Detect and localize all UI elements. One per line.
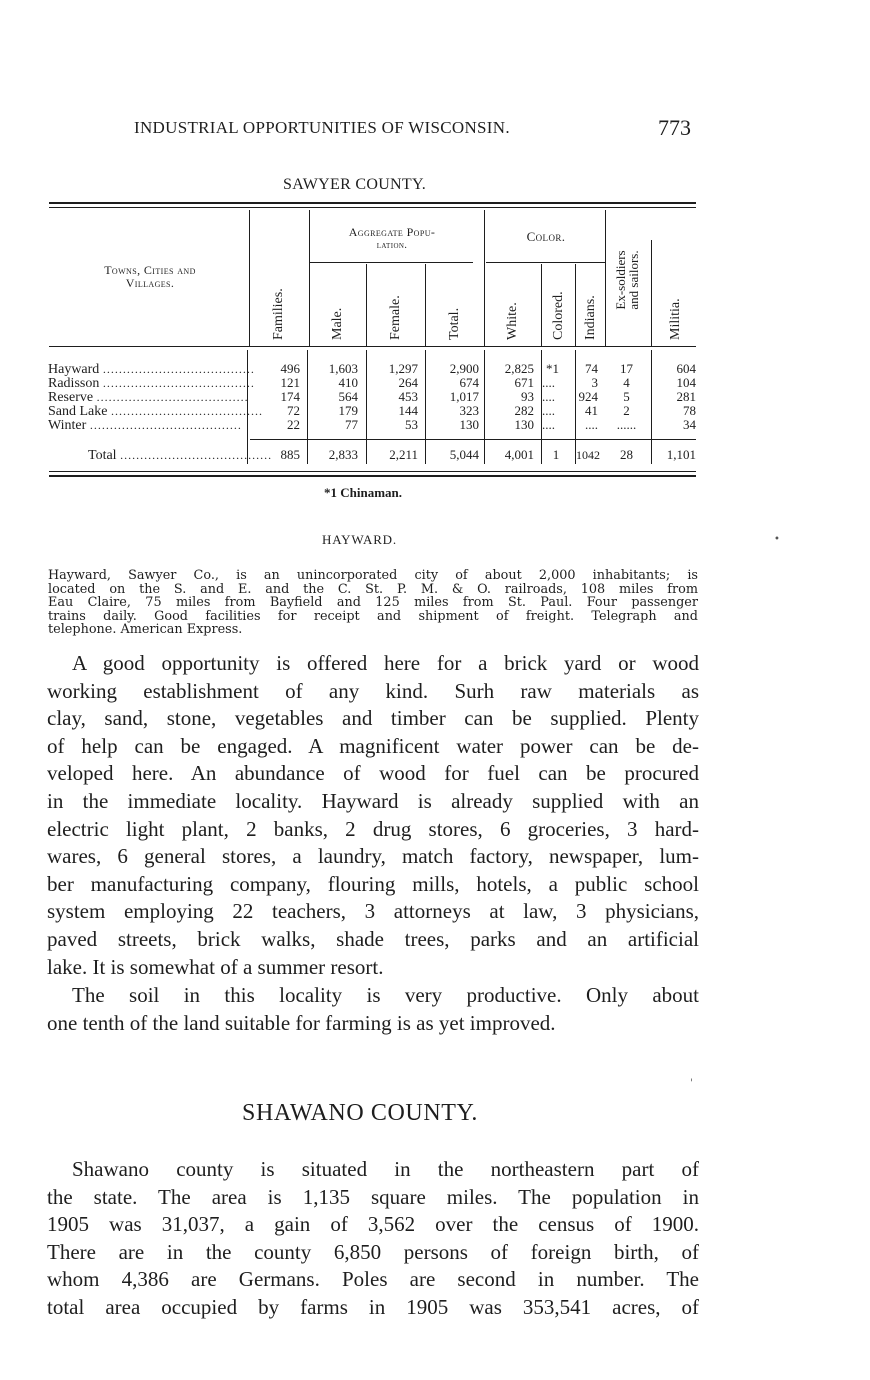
- dot-leader: ......................................: [110, 404, 263, 418]
- families-cell: 72: [287, 403, 300, 418]
- header-towns-line1: Towns, Cities and: [104, 263, 196, 277]
- header-indians: Indians.: [583, 295, 598, 340]
- ex-cell: 2: [623, 403, 630, 418]
- total-cell: 130: [459, 417, 479, 432]
- hayward-paragraph-1: [47, 650, 699, 981]
- families-cell: 121: [280, 375, 300, 390]
- dot-leader: ......................................: [89, 418, 242, 432]
- table-row: [48, 404, 698, 418]
- militia-cell: 34: [683, 417, 696, 432]
- header-total: Total.: [447, 307, 462, 340]
- hayward-paragraph-2: [47, 982, 699, 1037]
- col-divider: [249, 210, 250, 346]
- text-line: of help can be engaged. A magnificent water power can be de-: [47, 733, 699, 758]
- families-cell: 496: [280, 361, 300, 376]
- male-cell: 179: [338, 403, 358, 418]
- header-ex-line2: and sailors.: [626, 250, 641, 310]
- shawano-paragraph: [47, 1156, 699, 1322]
- running-head: INDUSTRIAL OPPORTUNITIES OF WISCONSIN.: [134, 118, 510, 137]
- table-top-rule: [49, 202, 696, 204]
- total-label: Total: [88, 448, 117, 463]
- white-cell: 2,825: [504, 361, 534, 376]
- ex-cell: 28: [620, 447, 633, 462]
- town-cell: [48, 418, 244, 433]
- summary-line: located on the S. and E. and the C. St. P. M. & O. railroads, 108 miles from: [48, 581, 698, 597]
- text-line: in the immediate locality. Hayward is already supplied with an: [47, 788, 699, 813]
- female-cell: 1,297: [388, 361, 418, 376]
- white-cell: 671: [514, 375, 534, 390]
- summary-line: telephone. American Express.: [48, 622, 243, 637]
- text-line: 1905 was 31,037, a gain of 3,562 over the census of 1900.: [47, 1212, 699, 1237]
- agg-under-rule: [310, 262, 473, 263]
- table-footnote: *1 Chinaman.: [324, 485, 403, 500]
- ex-cell: ......: [616, 417, 637, 432]
- white-cell: 4,001: [504, 447, 534, 462]
- text-line: whom 4,386 are Germans. Poles are second in number. The: [47, 1267, 699, 1292]
- text-line: A good opportunity is offered here for a brick yard or wood: [72, 651, 699, 675]
- militia-cell: 281: [676, 389, 696, 404]
- text-line: working establishment of any kind. Surh raw materials as: [47, 678, 699, 703]
- header-aggregate: [312, 226, 472, 252]
- col-divider: [605, 210, 606, 346]
- ex-cell: 5: [623, 389, 630, 404]
- col-divider: [425, 264, 426, 346]
- indians-cell: ....: [585, 417, 598, 432]
- militia-cell: 1,101: [666, 447, 696, 462]
- col-divider: [541, 264, 542, 346]
- male-cell: 77: [345, 417, 358, 432]
- text-line: total area occupied by farms in 1905 was 353,541 acres, of: [47, 1294, 699, 1319]
- indians-cell: 924: [578, 389, 598, 404]
- col-divider: [484, 210, 485, 346]
- header-aggregate-line2: lation.: [376, 240, 408, 251]
- summary-line: Hayward, Sawyer Co., is an unincorporated city of about 2,000 inhabitants; is: [48, 568, 698, 583]
- town-name: Hayward: [48, 362, 100, 377]
- town-cell: [48, 390, 249, 405]
- table-title: SAWYER COUNTY.: [283, 176, 427, 193]
- text-line: one tenth of the land suitable for farming is as yet improved.: [47, 1010, 556, 1035]
- dot-leader: ......................................: [102, 376, 255, 390]
- families-cell: 174: [280, 389, 300, 404]
- col-divider: [366, 264, 367, 346]
- text-line: wares, 6 general stores, a laundry, match factory, newspaper, lum-: [47, 844, 699, 869]
- header-bottom-rule: [49, 346, 696, 347]
- table-row: [48, 362, 698, 376]
- colored-cell: ....: [542, 375, 555, 390]
- hayward-heading: HAYWARD.: [322, 532, 397, 547]
- white-cell: 282: [514, 403, 534, 418]
- text-line: lake. It is somewhat of a summer resort.: [47, 954, 384, 979]
- dot-leader: ......................................: [120, 448, 273, 462]
- colored-cell: ....: [542, 417, 555, 432]
- town-cell: [48, 448, 273, 463]
- colored-cell: *1: [546, 361, 559, 376]
- text-line: There are in the county 6,850 persons of foreign birth, of: [47, 1239, 699, 1264]
- town-cell: [48, 362, 255, 377]
- militia-cell: 104: [676, 375, 696, 390]
- male-cell: 410: [338, 375, 358, 390]
- colored-cell: ....: [542, 403, 555, 418]
- text-line: ber manufacturing company, flouring mills, hotels, a public school: [47, 871, 699, 896]
- header-colored: Colored.: [551, 291, 566, 340]
- indians-cell: 74: [585, 361, 598, 376]
- families-cell: 22: [287, 417, 300, 432]
- stray-tick-mark: ': [690, 1078, 693, 1089]
- header-male: Male.: [330, 307, 345, 340]
- female-cell: 264: [398, 375, 418, 390]
- hayward-summary: [48, 569, 698, 637]
- colored-cell: 1: [552, 447, 560, 462]
- header-white: White.: [505, 302, 520, 340]
- male-cell: 2,833: [328, 447, 358, 462]
- male-cell: 564: [338, 389, 358, 404]
- ex-cell: 17: [620, 361, 633, 376]
- header-aggregate-line1: Aggregate Popu-: [348, 225, 436, 239]
- total-cell: 1,017: [449, 389, 479, 404]
- indians-cell: 41: [585, 403, 598, 418]
- header-towns-line2: Villages.: [125, 276, 175, 290]
- text-line: The soil in this locality is very productive. Only about: [72, 983, 699, 1007]
- town-name: Sand Lake: [48, 404, 108, 419]
- female-cell: 453: [398, 389, 418, 404]
- dot-leader: ......................................: [96, 390, 249, 404]
- families-cell: 885: [280, 447, 300, 462]
- table-bottom-rule-2: [49, 475, 696, 477]
- total-cell: 2,900: [449, 361, 479, 376]
- male-cell: 1,603: [328, 361, 358, 376]
- shawano-heading: SHAWANO COUNTY.: [242, 1100, 478, 1126]
- town-name: Reserve: [48, 390, 94, 405]
- female-cell: 53: [405, 417, 418, 432]
- ex-cell: 4: [623, 375, 630, 390]
- town-cell: [48, 376, 255, 391]
- table-top-rule-2: [49, 207, 696, 208]
- table-row: [48, 418, 698, 432]
- town-name: Winter: [48, 418, 87, 433]
- female-cell: 2,211: [389, 447, 418, 462]
- militia-cell: 78: [683, 403, 696, 418]
- text-line: veloped here. An abundance of wood for fuel can be procured: [47, 761, 699, 786]
- header-female: Female.: [388, 295, 403, 340]
- text-line: system employing 22 teachers, 3 attorneys at law, 3 physicians,: [47, 899, 699, 924]
- total-cell: 323: [459, 403, 479, 418]
- table-row: [48, 376, 698, 390]
- col-divider: [309, 210, 310, 346]
- table-row: [48, 390, 698, 404]
- page-number: 773: [658, 115, 691, 140]
- total-cell: 5,044: [449, 447, 479, 462]
- text-line: paved streets, brick walks, shade trees, parks and an artificial: [47, 926, 699, 951]
- text-line: electric light plant, 2 banks, 2 drug stores, 6 groceries, 3 hard-: [47, 816, 699, 841]
- header-color: Color.: [526, 229, 566, 244]
- header-families: Families.: [271, 288, 286, 340]
- header-militia: Militia.: [668, 298, 683, 340]
- summary-line: trains daily. Good facilities for receipt and shipment of freight. Telegraph and: [48, 608, 698, 624]
- text-line: the state. The area is 1,135 square miles. The population in: [47, 1184, 699, 1209]
- summary-line: Eau Claire, 75 miles from Bayfield and 125 miles from St. Paul. Four passenger: [48, 595, 698, 610]
- header-towns: [60, 264, 240, 290]
- militia-cell: 604: [676, 361, 696, 376]
- text-line: clay, sand, stone, vegetables and timber can be supplied. Plenty: [47, 706, 699, 731]
- stray-dot-mark: •: [774, 534, 780, 545]
- white-cell: 130: [514, 417, 534, 432]
- color-under-rule: [486, 262, 606, 263]
- text-line: Shawano county is situated in the northeastern part of: [72, 1157, 699, 1181]
- total-above-rule: [250, 439, 696, 440]
- indians-cell: 3: [591, 375, 598, 390]
- table-bottom-rule: [49, 471, 696, 472]
- white-cell: 93: [521, 389, 534, 404]
- col-divider: [651, 240, 652, 346]
- total-cell: 674: [459, 375, 479, 390]
- colored-cell: ....: [542, 389, 555, 404]
- indians-cell: 1042: [576, 448, 600, 462]
- col-divider: [575, 264, 576, 346]
- town-name: Radisson: [48, 376, 100, 391]
- female-cell: 144: [398, 403, 418, 418]
- town-cell: [48, 404, 263, 419]
- table-total-row: [48, 448, 698, 462]
- dot-leader: ......................................: [102, 362, 255, 376]
- header-ex-line1: Ex-soldiers: [613, 250, 628, 310]
- header-ex-soldiers: [614, 220, 640, 340]
